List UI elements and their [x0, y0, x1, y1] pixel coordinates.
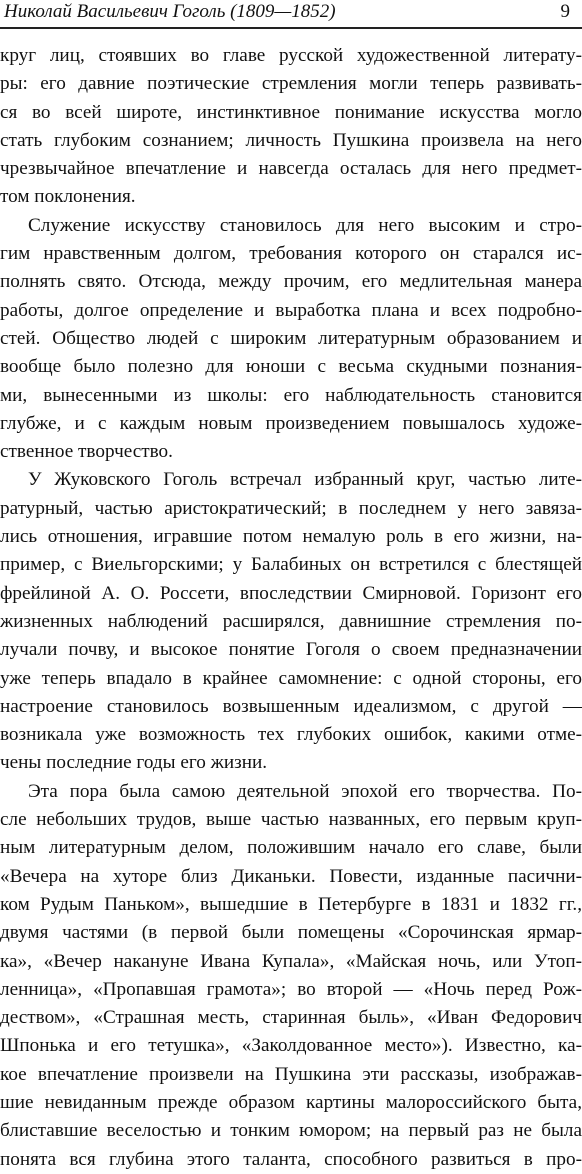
- text-line: «Вечера на хуторе близ Диканьки. Повести, изданные пасични-: [0, 865, 582, 887]
- text-line: блиставшие веселостью и тонким юмором; на первый раз не была: [0, 1120, 582, 1142]
- text-line: ленница», «Пропавшая грамота»; во второй — «Ночь перед Рож-: [0, 978, 582, 1000]
- text-line: пример, с Виельгорскими; у Балабиных он встретился с блестящей: [0, 554, 582, 576]
- text-line: шие невиданным прежде образом картины малороссийского быта,: [0, 1091, 582, 1113]
- text-line: вообще было полезно для юноши с весьма скудными познания-: [0, 356, 582, 378]
- paragraph: [0, 212, 582, 467]
- text-line: ственное творчество.: [0, 441, 173, 463]
- running-title: Николай Васильевич Гоголь (1809—1852): [4, 1, 336, 22]
- text-line: У Жуковского Гоголь встречал избранный круг, частью лите-: [28, 469, 582, 491]
- text-line: том поклонения.: [0, 186, 136, 208]
- text-line: стей. Общество людей с широким литературным образованием и: [0, 327, 582, 349]
- text-line: чрезвычайное впечатление и навсегда осталась для него предмет-: [0, 158, 582, 180]
- text-line: деством», «Страшная месть, старинная быль», «Иван Федорович: [0, 1007, 582, 1029]
- text-line: лись отношения, игравшие потом немалую роль в его жизни, на-: [0, 526, 582, 548]
- text-line: настроение становилось возвышенным идеализмом, с другой —: [0, 695, 582, 717]
- text-line: Служение искусству становилось для него высоким и стро-: [28, 214, 582, 236]
- header-rule: [0, 27, 582, 29]
- page-number: 9: [560, 1, 570, 22]
- text-line: сле небольших трудов, выше частью названных, его первым круп-: [0, 809, 582, 831]
- text-line: ры: его давние поэтические стремления могли теперь развивать-: [0, 73, 582, 95]
- text-line: жизненных наблюдений расширялся, давнишние стремления по-: [0, 610, 582, 632]
- text-line: Шпонька и его тетушка», «Заколдованное место»). Известно, ка-: [0, 1035, 582, 1057]
- text-line: глубже, и с каждым новым произведением повышалось художе-: [0, 412, 582, 434]
- text-line: уже теперь впадало в крайнее самомнение: с одной стороны, его: [0, 667, 582, 689]
- text-line: ка», «Вечер накануне Ивана Купала», «Майская ночь, или Утоп-: [0, 950, 582, 972]
- paragraph: [0, 466, 582, 777]
- text-line: ком Рудым Паньком», вышедшие в Петербурге в 1831 и 1832 гг.,: [0, 893, 582, 915]
- text-line: стать глубоким сознанием; личность Пушкина произвела на него: [0, 129, 582, 151]
- text-line: гим нравственным долгом, требования которого он старался ис-: [0, 243, 582, 265]
- body-text: [0, 42, 582, 1174]
- text-line: чены последние годы его жизни.: [0, 752, 268, 774]
- running-header: [0, 0, 582, 32]
- text-line: фрейлиной А. О. Россети, впоследствии Смирновой. Горизонт его: [0, 582, 582, 604]
- text-line: ным литературным делом, положившим начало его славе, были: [0, 837, 582, 859]
- text-line: двумя частями (в первой были помещены «Сорочинская ярмар-: [0, 922, 582, 944]
- text-line: возникала уже возможность тех глубоких ошибок, какими отме-: [0, 724, 582, 746]
- paragraph: [0, 778, 582, 1174]
- text-line: ратурный, частью аристократический; в последнем у него завяза-: [0, 497, 582, 519]
- text-line: круг лиц, стоявших во главе русской художественной литерату-: [0, 45, 582, 66]
- text-line: работы, долгое определение и выработка плана и всех подробно-: [0, 299, 582, 321]
- text-line: кое впечатление произвели на Пушкина эти рассказы, изображав-: [0, 1063, 582, 1085]
- text-line: понята вся глубина этого таланта, способного развиться в про-: [0, 1148, 582, 1170]
- text-line: лучали почву, и высокое понятие Гоголя о своем предназначении: [0, 639, 582, 661]
- paragraph: [0, 42, 582, 212]
- text-line: Эта пора была самою деятельной эпохой его творчества. По-: [28, 780, 582, 802]
- text-line: ми, вынесенными из школы: его наблюдательность становится: [0, 384, 582, 406]
- text-line: ся во всей широте, инстинктивное понимание искусства могло: [0, 101, 582, 123]
- text-line: полнять свято. Отсюда, между прочим, его медлительная манера: [0, 271, 582, 293]
